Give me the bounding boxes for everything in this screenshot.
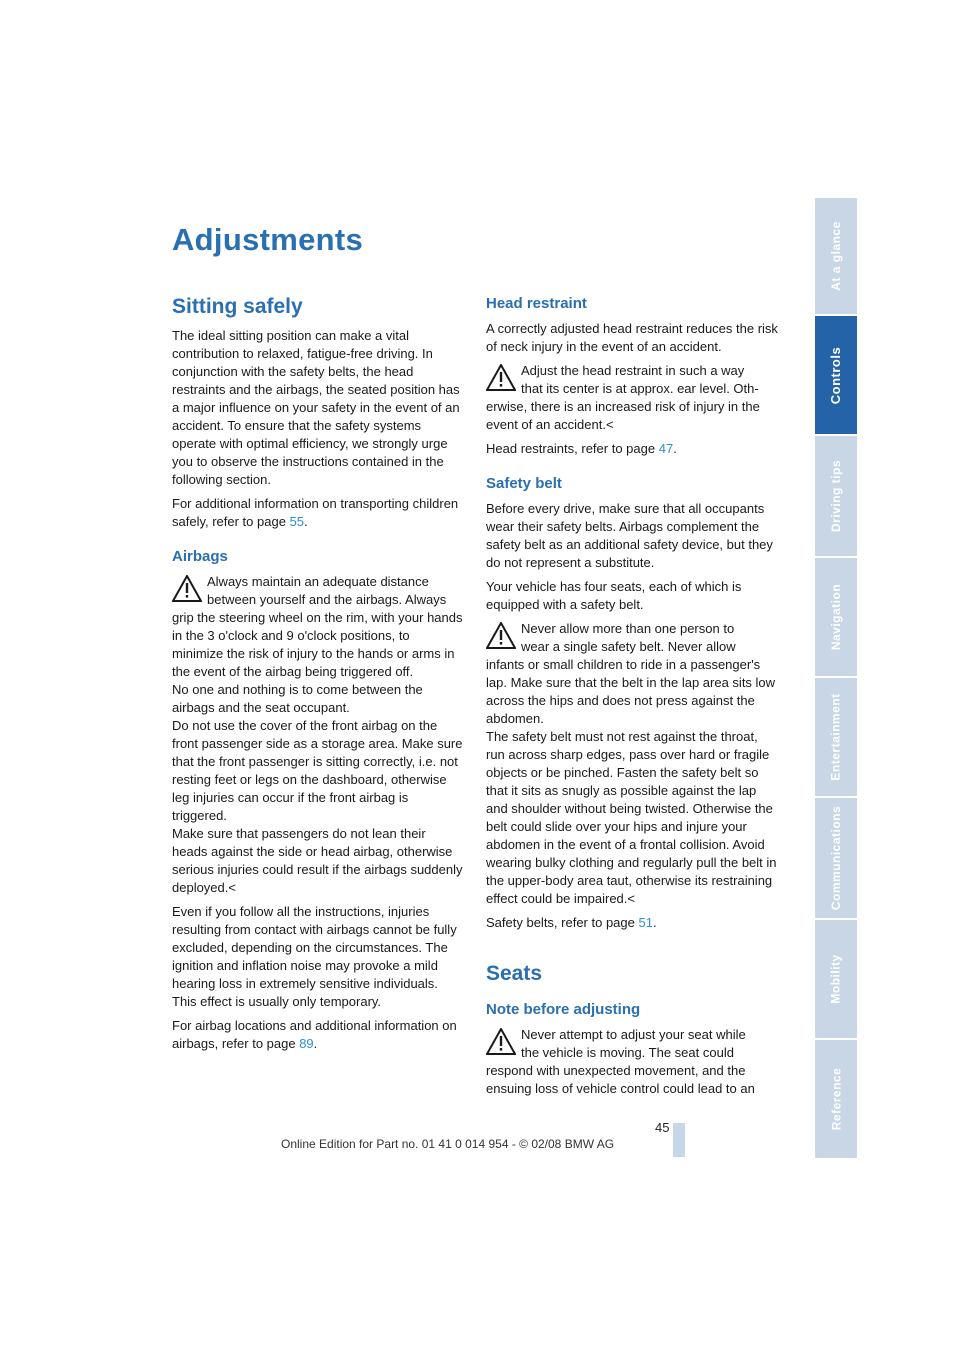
warning-line-1: Never attempt to adjust your seat while [521, 1027, 746, 1042]
section-title-sitting-safely: Sitting safely [172, 295, 303, 318]
airbags-paragraph: Even if you follow all the instructions, injuries resulting from contact with airbags cannot be fully excluded, depending on the circumstances. The ignition and inflation noise may provoke a mild hearing loss in extremely sensitive individuals. This effect is usually only temporary. [172, 904, 457, 1009]
subsection-title-safety-belt: Safety belt [486, 475, 562, 492]
intro-paragraph: The ideal sitting position can make a vital contribution to relaxed, fatigue-free driving. In conjunction with the safety belts, the head restraints and the airbags, the seated position has a major influence on your safety in the event of an accident. To ensure that the safety systems operate with optimal efficiency, we strongly urge you to observe the instructions contained in the following section. [172, 328, 460, 487]
warning-line-2: wear a single safety belt. Never allow [521, 639, 736, 654]
footer-bar [673, 1123, 685, 1157]
warning-icon [486, 622, 516, 649]
warning-text: grip the steering wheel on the rim, with your hands in the 3 o'clock and 9 o'clock positions, to minimize the risk of injury to the hands or arms in the event of the airbag being triggered off. [172, 610, 463, 679]
chapter-sidebar [815, 198, 857, 1160]
tab-driving-tips[interactable]: Driving tips [815, 436, 857, 558]
warning-text: No one and nothing is to come between the airbags and the seat occupant. [172, 682, 423, 715]
warning-line-1: Always maintain an adequate distance [207, 574, 429, 589]
children-reference: For additional information on transporting children safely, refer to page 55. [172, 496, 459, 529]
airbags-reference: For airbag locations and additional information on airbags, refer to page 89. [172, 1018, 457, 1051]
page-number: 45 [655, 1120, 670, 1135]
warning-text: The safety belt must not rest against the throat, run across sharp edges, pass over hard or fragile objects or be pinched. Fasten the safety belt so that it sits as snugly as possible against the lap and shoulder without being twisted. Otherwise the belt could slide over your hips and injure your abdomen in the event of a frontal collision. Avoid wearing bulky clothing and regularly pull the belt in the upper-body area taut, otherwise its restraining effect could be impaired.< [486, 729, 777, 906]
safety-belt-paragraph: Before every drive, make sure that all occupants wear their safety belts. Airbags complement the safety belt as an additional safety device, but they do not represent a substitute. [486, 501, 773, 570]
left-column [172, 293, 464, 1053]
tab-communications[interactable]: Communications [815, 798, 857, 920]
warning-text: erwise, there is an increased risk of injury in the event of an accident.< [486, 399, 760, 432]
subsection-title-airbags: Airbags [172, 548, 228, 565]
airbags-warning [172, 573, 464, 897]
warning-line-1: Never allow more than one person to [521, 621, 735, 636]
warning-text: Do not use the cover of the front airbag on the front passenger side as a storage area. Make sure that the front passenger is sitting correctly, i.e. not resting feet or legs on the dashboard, otherwise leg injuries can occur if the front airbag is triggered. [172, 718, 463, 823]
subsection-title-head-restraint: Head restraint [486, 295, 587, 312]
subsection-title-note-before-adjusting: Note before adjusting [486, 1001, 641, 1018]
page-link-55[interactable]: 55 [289, 514, 305, 529]
right-column [486, 294, 780, 1098]
page-link-47[interactable]: 47 [658, 441, 674, 456]
tab-controls[interactable]: Controls [815, 316, 857, 436]
head-restraint-warning [486, 362, 780, 434]
safety-belt-paragraph: Your vehicle has four seats, each of which is equipped with a safety belt. [486, 579, 742, 612]
head-restraint-paragraph: A correctly adjusted head restraint reduces the risk of neck injury in the event of an accident. [486, 321, 778, 354]
page-title: Adjustments [172, 222, 364, 257]
warning-line-2: the vehicle is moving. The seat could [521, 1045, 734, 1060]
seat-adjust-warning [486, 1026, 780, 1098]
section-title-seats: Seats [486, 962, 543, 985]
warning-line-1: Adjust the head restraint in such a way [521, 363, 745, 378]
tab-at-a-glance[interactable]: At a glance [815, 198, 857, 316]
tab-entertainment[interactable]: Entertainment [815, 678, 857, 798]
page-link-89[interactable]: 89 [299, 1036, 314, 1051]
footer-text: Online Edition for Part no. 01 41 0 014 954 - © 02/08 BMW AG [281, 1137, 615, 1151]
warning-icon [172, 575, 202, 602]
head-restraint-reference: Head restraints, refer to page 47. [486, 441, 677, 456]
tab-mobility[interactable]: Mobility [815, 920, 857, 1040]
warning-line-2: that its center is at approx. ear level. Oth- [521, 381, 759, 396]
tab-navigation[interactable]: Navigation [815, 558, 857, 678]
warning-line-2: between yourself and the airbags. Always [207, 592, 447, 607]
tab-reference[interactable]: Reference [815, 1040, 857, 1160]
safety-belt-warning [486, 620, 780, 908]
warning-icon [486, 364, 516, 391]
safety-belt-reference: Safety belts, refer to page 51. [486, 915, 657, 930]
page-link-51[interactable]: 51 [638, 915, 653, 930]
warning-icon [486, 1028, 516, 1055]
warning-text: respond with unexpected movement, and the ensuing loss of vehicle control could lead to an [486, 1063, 755, 1096]
warning-text: infants or small children to ride in a passenger's lap. Make sure that the belt in the lap area sits low across the hips and does not press against the abdomen. [486, 657, 776, 726]
warning-text: Make sure that passengers do not lean their heads against the side or head airbag, otherwise serious injuries could result if the airbags suddenly deployed.< [172, 826, 463, 895]
